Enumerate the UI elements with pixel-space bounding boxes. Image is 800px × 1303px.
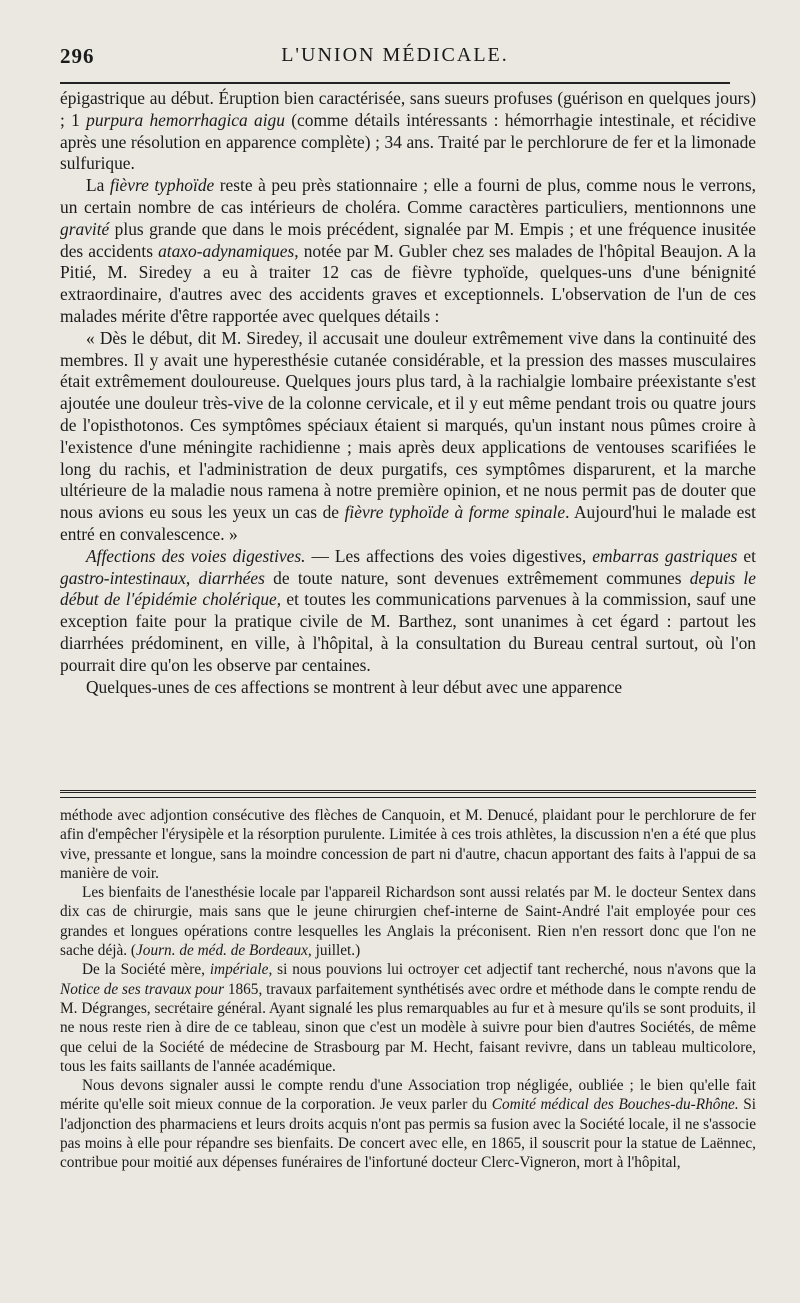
text-run: — Les affections des voies digestives, (305, 545, 593, 566)
text-run: méthode avec adjontion consécutive des flèches de Canquoin, et M. Denucé, plaidant pour le perchlorure de fer afin d'empêcher l'érysipèle et la résorption purulente. Limitée à ces trois athlètes, la discussion n'en a été que plus vive, pressante et longue, sans la moindre concession de part ni d'autre, chacun apportant des faits à l'appui de sa manière de voir. (60, 807, 756, 882)
italic-text: ataxo-adynamiques (158, 240, 295, 261)
footnote-separator (60, 790, 756, 798)
text-run: Si l'adjonction des pharmaciens et leurs droits acquis n'ont pas permis sa fusion avec la Société locale, il ne s'associe pas moins à elle pour répandre ses bienfaits. De concert avec elle, en 1865, il souscrit pour la statue de Laënnec, contribue pour moitié aux dépenses funéraires de l'infortuné docteur Clerc-Vigneron, mort à l'hôpital, (60, 1096, 757, 1172)
main-text (60, 88, 756, 698)
body-paragraph (60, 88, 756, 175)
text-run: plus grande que dans le mois précédent, signalée par M. Empis ; et une fréquence inusitée des accidents (60, 218, 756, 261)
body-paragraph (60, 328, 756, 546)
italic-text: Notice de ses travaux pour (60, 980, 225, 998)
footnote-text (60, 806, 756, 1173)
italic-text: purpura hemorrhagica aigu (86, 109, 285, 130)
text-run: La (86, 175, 110, 196)
footnote-paragraph (60, 806, 756, 883)
text-run: Quelques-unes de ces affections se montrent à leur début avec une apparence (86, 676, 623, 697)
italic-text: impériale, (209, 961, 273, 979)
footnote-paragraph (60, 960, 756, 1076)
text-run: et (737, 545, 756, 566)
running-title: L'UNION MÉDICALE. (281, 44, 509, 66)
text-run: De la Société mère, (82, 961, 210, 979)
text-run: de toute nature, sont devenues extrêmement communes (264, 567, 690, 588)
text-run: . Aujourd'hui le malade est entré en convalescence. » (60, 502, 756, 544)
text-run: épigastrique au début. Éruption bien caractérisée, sans sueurs profuses (guérison en quelques jours) ; 1 (60, 88, 756, 130)
italic-text: Comité médical des Bouches-du-Rhône. (491, 1096, 739, 1114)
italic-text: fièvre typhoïde à forme spinale (344, 502, 566, 523)
text-run: , et toutes les communications parvenues à la commission, sauf une exception faite pour la pratique civile de M. Barthez, sont unanimes à cet égard : partout les diarrhées prédominent, en ville, à l'hôpital, à la consultation du Bureau central surtout, où l'on pourrait dire qu'on les observe par centaines. (60, 589, 756, 675)
text-run: , (185, 567, 199, 588)
text-run: (comme détails intéressants : hémorrhagie intestinale, et récidive après une résolution en apparence complète) ; 34 ans. Traité par le perchlorure de fer et la limonade sulfurique. (60, 109, 756, 174)
italic-text: diarrhées (198, 567, 265, 588)
body-paragraph (60, 677, 756, 699)
footnote-paragraph (60, 1076, 756, 1172)
text-run: si nous pouvions lui octroyer cet adjectif tant recherché, nous n'avons que la (272, 961, 756, 979)
page-header (60, 38, 730, 84)
text-run: reste à peu près stationnaire ; elle a fourni de plus, comme nous le verrons, un certain nombre de cas intérieurs de choléra. Comme caractères particuliers, mentionnons une (60, 175, 756, 217)
text-run: juillet.) (311, 942, 361, 960)
body-paragraph (60, 175, 756, 328)
text-run: « Dès le début, dit M. Siredey, il accusait une douleur extrêmement vive dans la continuité des membres. Il y avait une hyperesthésie cutanée considérable, et la pression des masses musculaires était extrêmement douloureuse. Quelques jours plus tard, à la rachialgie lombaire préexistante s'est ajoutée une douleur très-vive de la colonne cervicale, et il y eut même pendant trois ou quatre jours de l'opisthotonos. Ces symptômes spéciaux étaient si marqués, qu'un instant nous pûmes croire à l'existence d'une méningite rachidienne ; mais après deux applications de ventouses scarifiées le long du rachis, et l'administration de deux purgatifs, ces symptômes disparurent, et la marche ultérieure de la maladie nous ramena à notre première opinion, et ne nous permit pas de douter que nous avions eu sous les yeux un cas de (60, 327, 756, 523)
text-run: 1865, travaux parfaitement synthétisés avec ordre et méthode dans le compte rendu de M. Dégranges, secrétaire général. Ayant signalé les plus remarquables au fur et à mesure qu'ils se sont produits, il ne nous reste rien à dire de ce tableau, sinon que c'est un modèle à suivre pour bien d'autres Sociétés, de même que celui de la Société de médecine de Strasbourg par M. Hecht, faisant revivre, dans un tableau multicolore, tous les faits saillants de l'année académique. (60, 980, 756, 1075)
italic-text: embarras gastriques (592, 545, 738, 566)
italic-text: depuis le début de l'épidémie cholérique (60, 567, 756, 610)
italic-text: gastro-intestinaux (60, 567, 186, 588)
italic-text: Journ. de méd. de Bordeaux, (136, 942, 312, 960)
footnote-paragraph (60, 883, 756, 960)
page-number: 296 (60, 44, 95, 68)
text-run: , notée par M. Gubler chez ses malades de l'hôpital Beaujon. A la Pitié, M. Siredey a eu à traiter 12 cas de fièvre typhoïde, quelques-uns d'une bénignité extraordinaire, d'autres avec des accidents graves et exceptionnels. L'observation de l'un de ces malades mérite d'être rapportée avec quelques détails : (60, 240, 756, 326)
text-run: Nous devons signaler aussi le compte rendu d'une Association trop négligée, oubliée ; le bien qu'elle fait mérite qu'elle soit mieux connue de la corporation. Je veux parler du (60, 1077, 756, 1114)
body-paragraph (60, 546, 756, 677)
italic-text: Affections des voies digestives. (86, 545, 306, 566)
italic-text: fièvre typhoïde (109, 175, 215, 196)
text-run: Les bienfaits de l'anesthésie locale par l'appareil Richardson sont aussi relatés par M. le docteur Sentex dans dix cas de chirurgie, mais sans que le jeune chirurgien chef-interne de Saint-André l'ait employée pour ces grandes et longues opérations contre lesquelles les Anglais la préconisent. Rien n'en ressort donc que l'on ne sache déjà. ( (60, 884, 756, 960)
italic-text: gravité (60, 218, 110, 239)
